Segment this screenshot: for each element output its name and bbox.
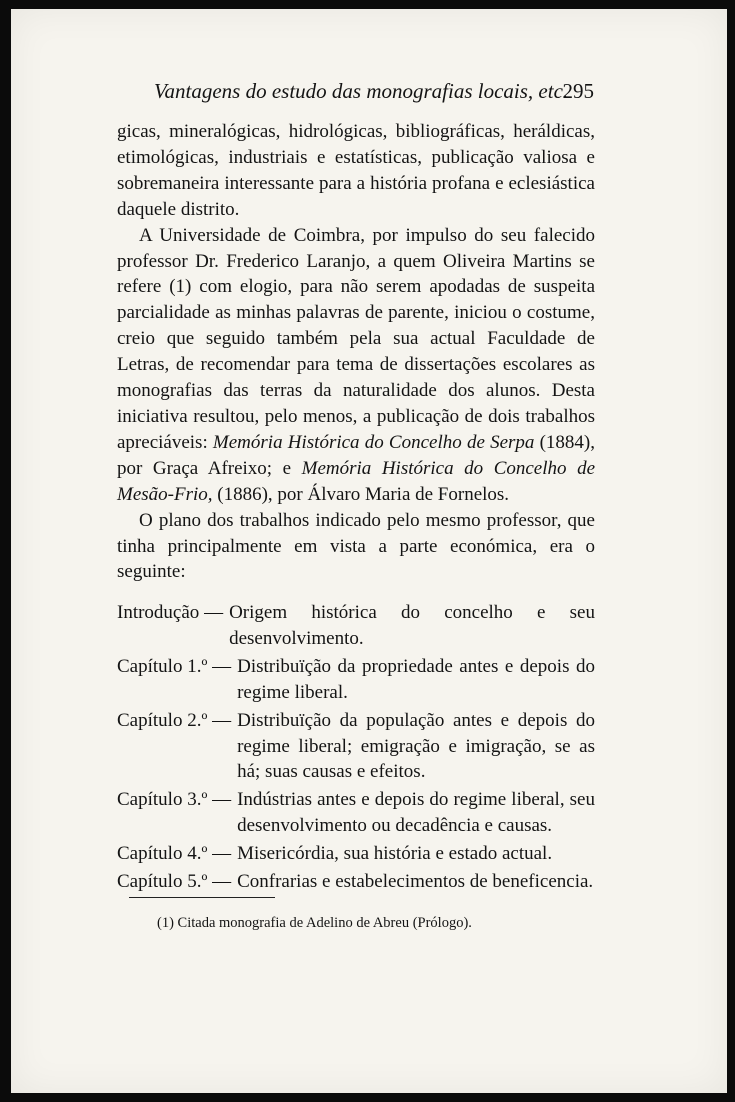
paragraph-2-text-b: (1884), por Graça Afreixo; e xyxy=(117,431,596,479)
plan-item-desc: Confrarias e estabelecimentos de beneficencia. xyxy=(237,871,594,893)
plan-item xyxy=(117,869,595,895)
page-number: 295 xyxy=(562,79,594,103)
running-header xyxy=(154,73,594,109)
plan-item-desc: Distribuïção da população antes e depois do regime liberal; emigração e imigração, se as há; suas causas e efeitos. xyxy=(237,709,595,783)
plan-item-desc: Origem histórica do concelho e seu desenvolvimento. xyxy=(229,602,595,649)
plan-item xyxy=(117,708,595,786)
paragraph-2 xyxy=(117,223,595,508)
plan-item-desc: Misericórdia, sua história e estado actual. xyxy=(237,843,553,865)
paragraph-3: O plano dos trabalhos indicado pelo mesmo professor, que tinha principalmente em vista a parte económica, era o seguinte: xyxy=(117,509,595,583)
plan-item-desc: Distribuïção da propriedade antes e depois do regime liberal. xyxy=(237,655,595,703)
plan-item-label: Capítulo 3.º — xyxy=(117,789,232,811)
plan-item xyxy=(117,654,595,706)
work-title-serpa: Memória Histórica do Concelho de Serpa xyxy=(212,431,535,453)
work-title-mesao-frio: Memória Histórica do Concelho de Mesão-Frio, xyxy=(117,457,595,505)
plan-item-label: Capítulo 5.º — xyxy=(117,871,232,893)
book-page xyxy=(11,9,727,1093)
body-text xyxy=(117,119,595,585)
footnote: (1) Citada monografia de Adelino de Abreu (Prólogo). xyxy=(157,915,472,931)
plan-item xyxy=(117,841,595,867)
plan-list xyxy=(117,600,595,897)
plan-item-desc: Indústrias antes e depois do regime liberal, seu desenvolvimento ou decadência e causas. xyxy=(237,789,595,837)
plan-item xyxy=(117,787,595,839)
paragraph-1: gicas, mineralógicas, hidrológicas, bibliográficas, heráldicas, etimológicas, industriais e estatísticas, publicação valiosa e sobremaneira interessante para a história profana e eclesiástica daquele distrito. xyxy=(117,121,595,220)
plan-item xyxy=(117,600,595,652)
running-title: Vantagens do estudo das monografias locais, etc. xyxy=(154,79,569,103)
footnote-rule xyxy=(129,897,275,898)
plan-item-label: Introdução — xyxy=(117,602,224,623)
plan-item-label: Capítulo 2.º — xyxy=(117,709,232,731)
plan-item-label: Capítulo 1.º — xyxy=(117,655,232,677)
paragraph-2-text-a: A Universidade de Coimbra, por impulso do seu falecido professor Dr. Frederico Laranjo, a quem Oliveira Martins se refere (1) com elogio, para não serem apodadas de suspeita parcialidade as minhas palavras de parente, iniciou o costume, creio que seguido também pela sua actual Faculdade de Letras, de recomendar para tema de dissertações escolares as monografias das terras da naturalidade dos alunos. Desta iniciativa resultou, pelo menos, a publicação de dois trabalhos apreciáveis: xyxy=(117,224,595,453)
paragraph-2-text-c: (1886), por Álvaro Maria de Fornelos. xyxy=(212,483,510,505)
plan-item-label: Capítulo 4.º — xyxy=(117,843,232,865)
